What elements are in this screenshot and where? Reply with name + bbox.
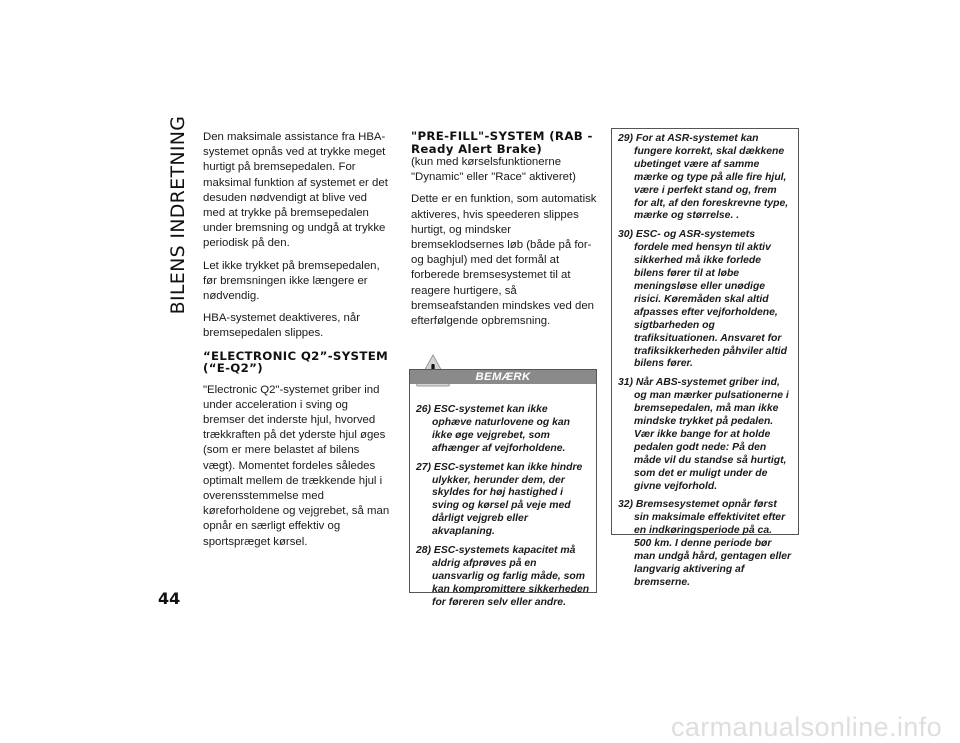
prefill-subnote: (kun med kørselsfunktionerne "Dynamic" eller "Race" aktiveret) bbox=[411, 156, 576, 184]
warning-notes-box bbox=[611, 128, 799, 588]
hba-paragraph-2: Let ikke trykket på bremsepedalen, før bremsningen ikke længere er nødvendig. bbox=[203, 259, 380, 303]
chapter-side-title bbox=[160, 115, 196, 315]
warning-note-item: 30) ESC- og ASR-systemets fordele med hensyn til aktiv sikkerhed må ikke forlede bilens fører til at løbe meningsløse eller unødige risici. Køremåden skal altid afpasses efter vejforholdene, sigtbarheden og trafiksituationen. Ansvaret for trafiksikkerheden påhviler altid bilens fører. bbox=[618, 229, 788, 370]
warning-note-item: 32) Bremsesystemet opnår først sin maksimale effektivitet efter en indkøringsperiode på ca. 500 km. I denne periode bør man undgå hård, gentagen eller langvarig aktivering af bremserne. bbox=[618, 499, 792, 588]
note-header: BEMÆRK bbox=[410, 370, 596, 384]
note-list bbox=[410, 384, 596, 610]
note-item: 27) ESC-systemet kan ikke hindre ulykker, herunder dem, der skyldes for høj hastighed i sving og kørsel på veje med dårligt vejgreb eller akvaplaning. bbox=[416, 461, 583, 538]
note-box bbox=[409, 369, 597, 608]
note-item: 26) ESC-systemet kan ikke ophæve naturlovene og kan ikke øge vejgrebet, som afhænger af vejforholdene. bbox=[416, 404, 570, 454]
column-middle bbox=[411, 130, 599, 393]
eq2-heading: “ELECTRONIC Q2”-SYSTEM (“E-Q2”) bbox=[203, 348, 389, 376]
note-item: 28) ESC-systemets kapacitet må aldrig afprøves på en uansvarlig og farlig måde, som kan kompromittere sikkerheden for føreren selv eller andre. bbox=[416, 545, 590, 608]
chapter-side-title-text: BILENS INDRETNING bbox=[167, 115, 189, 315]
warning-note-item: 31) Når ABS-systemet griber ind, og man mærker pulsationerne i bremsepedalen, må man ikke mindske trykket på pedalen. Vær ikke bange for at holde pedalen godt nede: På den måde vil du standse så hurtigt, som det er muligt under de givne vejforhold. bbox=[618, 377, 789, 492]
eq2-paragraph: "Electronic Q2"-systemet griber ind under acceleration i sving og bremser det inderste hjul, hvorved trækkraften på det yderste hjul øges (som er mere belastet af bilens vægt). Momentet fordeles således optimalt mellem de trækkende hjul i overensstemmelse med køreforholdene og vejgrebet, så man opnår en særligt effektiv og sportspræget kørsel. bbox=[203, 383, 390, 548]
warning-note-item: 29) For at ASR-systemet kan fungere korrekt, skal dækkene ubetinget være af samme mærke og type på alle fire hjul, være i perfekt stand og, frem for alt, af den foreskrevne type, mærke og størrelse. . bbox=[618, 133, 789, 222]
hba-paragraph-3: HBA-systemet deaktiveres, når bremsepedalen slippes. bbox=[203, 312, 360, 340]
warning-notes-list bbox=[612, 129, 798, 590]
column-left bbox=[203, 130, 391, 557]
watermark: carmanualsonline.info bbox=[670, 712, 942, 742]
hba-paragraph-1: Den maksimale assistance fra HBA-systemet opnås ved at trykke meget hurtigt på bremsepedalen. For maksimal funktion af systemet er det desuden nødvendigt at blive ved med at trykke på bremsepedalen under bremsning og undgå at trykke periodisk på den. bbox=[203, 131, 388, 250]
prefill-paragraph: Dette er en funktion, som automatisk aktiveres, hvis speederen slippes hurtigt, og mindsker bremseklodsernes løb (både på for- og baghjul) med det formål at forberede bremsesystemet til at reagere hurtigere, så bremseafstanden mindskes ved den efterfølgende opbremsning. bbox=[411, 193, 597, 328]
page-number: 44 bbox=[158, 589, 181, 608]
prefill-heading: "PRE-FILL"-SYSTEM (RAB - Ready Alert Brake) bbox=[411, 129, 593, 156]
